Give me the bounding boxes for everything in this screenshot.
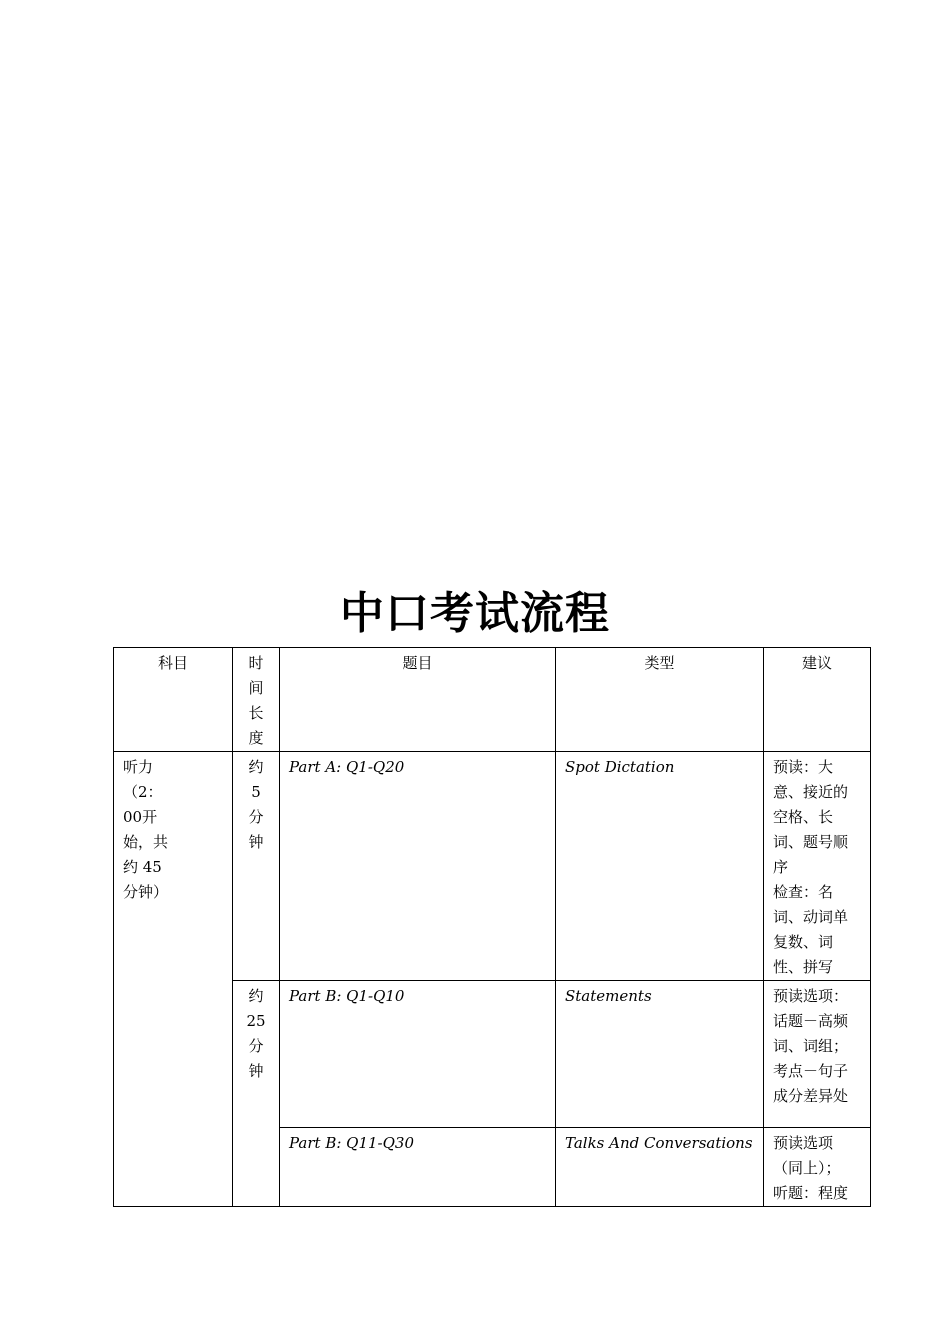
- question-cell: Part B: Q1-Q10: [280, 981, 556, 1128]
- header-type-label: 类型: [644, 654, 675, 672]
- header-advice-label: 建议: [801, 654, 832, 672]
- exam-flow-table: [113, 647, 871, 1207]
- table-header-row: [114, 648, 871, 752]
- header-subject: [114, 648, 233, 752]
- duration-cell: 约 25 分 钟: [233, 981, 280, 1207]
- type-cell: Talks And Conversations: [556, 1128, 764, 1207]
- header-subject-label: 科目: [157, 654, 188, 672]
- question-cell: Part B: Q11-Q30: [280, 1128, 556, 1207]
- question-cell: Part A: Q1-Q20: [280, 752, 556, 981]
- type-cell: Spot Dictation: [556, 752, 764, 981]
- subject-cell: 听力 （2： 00开 始，共 约 45 分钟）: [114, 752, 233, 1207]
- type-cell: Statements: [556, 981, 764, 1128]
- page-title: 中口考试流程: [340, 588, 610, 639]
- table-row: [114, 752, 871, 981]
- header-question-label: 题目: [402, 654, 433, 672]
- duration-cell: 约 5 分 钟: [233, 752, 280, 981]
- header-duration: 时 间 长 度: [233, 648, 280, 752]
- header-type: [556, 648, 764, 752]
- advice-cell: 预读选项 （同上）； 听题：程度: [764, 1128, 871, 1207]
- advice-cell: 预读：大 意、接近的 空格、长 词、题号顺 序 检查：名 词、动词单 复数、词 性、拼写: [764, 752, 871, 981]
- header-question: [280, 648, 556, 752]
- advice-cell: 预读选项： 话题－高频 词、词组； 考点－句子 成分差异处: [764, 981, 871, 1128]
- header-advice: [764, 648, 871, 752]
